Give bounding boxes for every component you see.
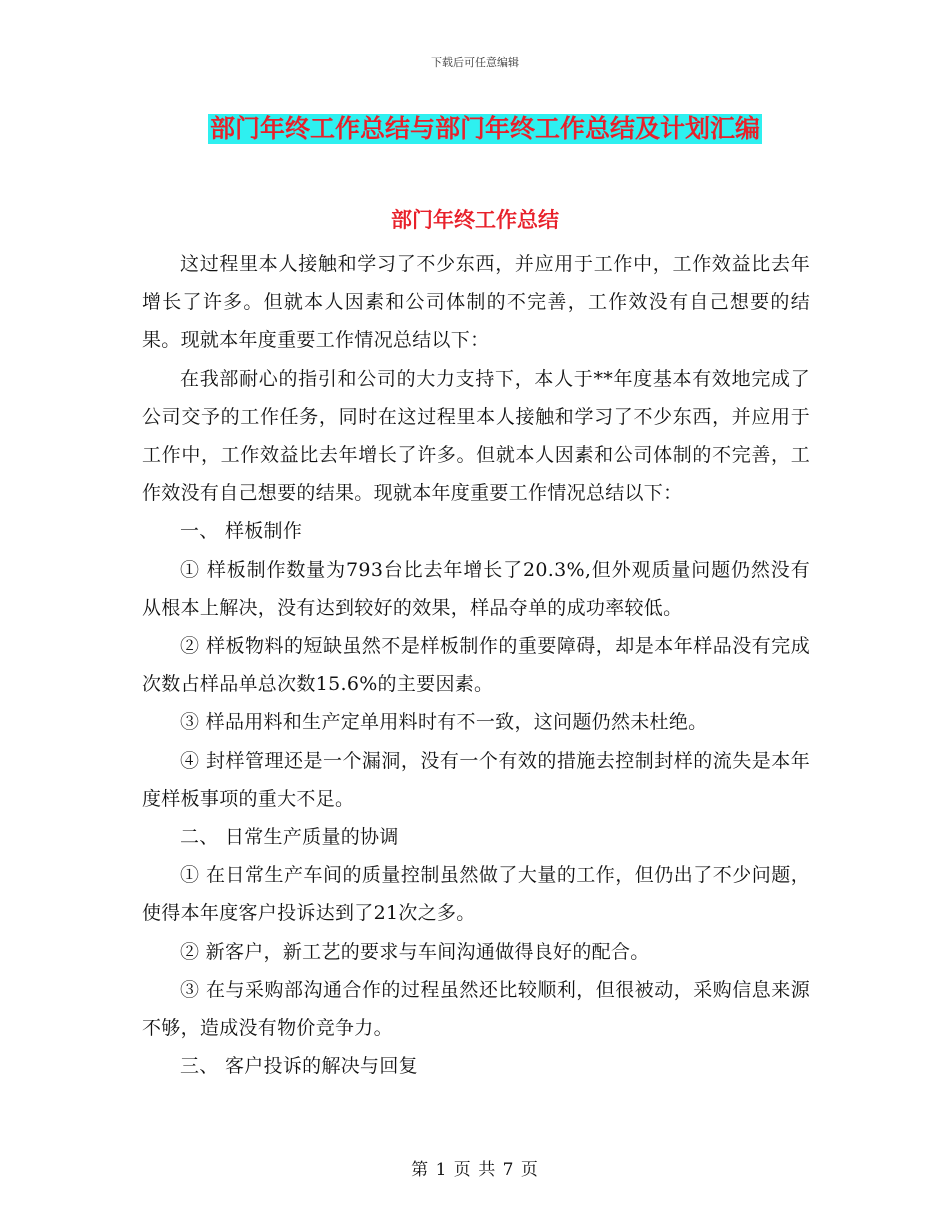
list-item: ④ 封样管理还是一个漏洞，没有一个有效的措施去控制封样的流失是本年度样板事项的重大不足。 bbox=[142, 749, 810, 810]
list-item: ③ 在与采购部沟通合作的过程虽然还比较顺利，但很被动，采购信息来源不够，造成没有物价竞争力。 bbox=[142, 978, 810, 1040]
section-title: 部门年终工作总结 bbox=[391, 208, 559, 232]
heading-production-quality: 二、 日常生产质量的协调 bbox=[180, 826, 399, 849]
list-item: ① 在日常生产车间的质量控制虽然做了大量的工作，但仍出了不少问题，使得本年度客户投诉达到了21次之多。 bbox=[142, 864, 810, 925]
document-title: 部门年终工作总结与部门年终工作总结及计划汇编 bbox=[210, 114, 761, 143]
list-item: ① 样板制作数量为793台比去年增长了20.3%,但外观质量问题仍然没有从根本上解决，没有达到较好的效果，样品夺单的成功率较低。 bbox=[142, 558, 810, 619]
heading-customer-complaints: 三、 客户投诉的解决与回复 bbox=[180, 1055, 418, 1078]
heading-sample-making: 一、 样板制作 bbox=[180, 520, 303, 543]
list-item: ③ 样品用料和生产定单用料时有不一致，这问题仍然未杜绝。 bbox=[180, 711, 708, 734]
paragraph-summary: 在我部耐心的指引和公司的大力支持下，本人于**年度基本有效地完成了公司交予的工作任务，同时在这过程里本人接触和学习了不少东西，并应用于工作中，工作效益比去年增长了许多。但就本人因素和公司体制的不完善，工作效没有自己想要的结果。现就本年度重要工作情况总结以下： bbox=[142, 367, 810, 505]
document-body bbox=[142, 245, 810, 1085]
header-note: 下载后可任意编辑 bbox=[431, 56, 519, 69]
page-number: 第 1 页 共 7 页 bbox=[411, 1160, 539, 1180]
list-item: ② 新客户，新工艺的要求与车间沟通做得良好的配合。 bbox=[180, 940, 650, 963]
paragraph-intro: 这过程里本人接触和学习了不少东西，并应用于工作中，工作效益比去年增长了许多。但就本人因素和公司体制的不完善，工作效没有自己想要的结果。现就本年度重要工作情况总结以下： bbox=[142, 253, 810, 352]
list-item: ② 样板物料的短缺虽然不是样板制作的重要障碍，却是本年样品没有完成次数占样品单总次数15.6%的主要因素。 bbox=[142, 635, 810, 696]
